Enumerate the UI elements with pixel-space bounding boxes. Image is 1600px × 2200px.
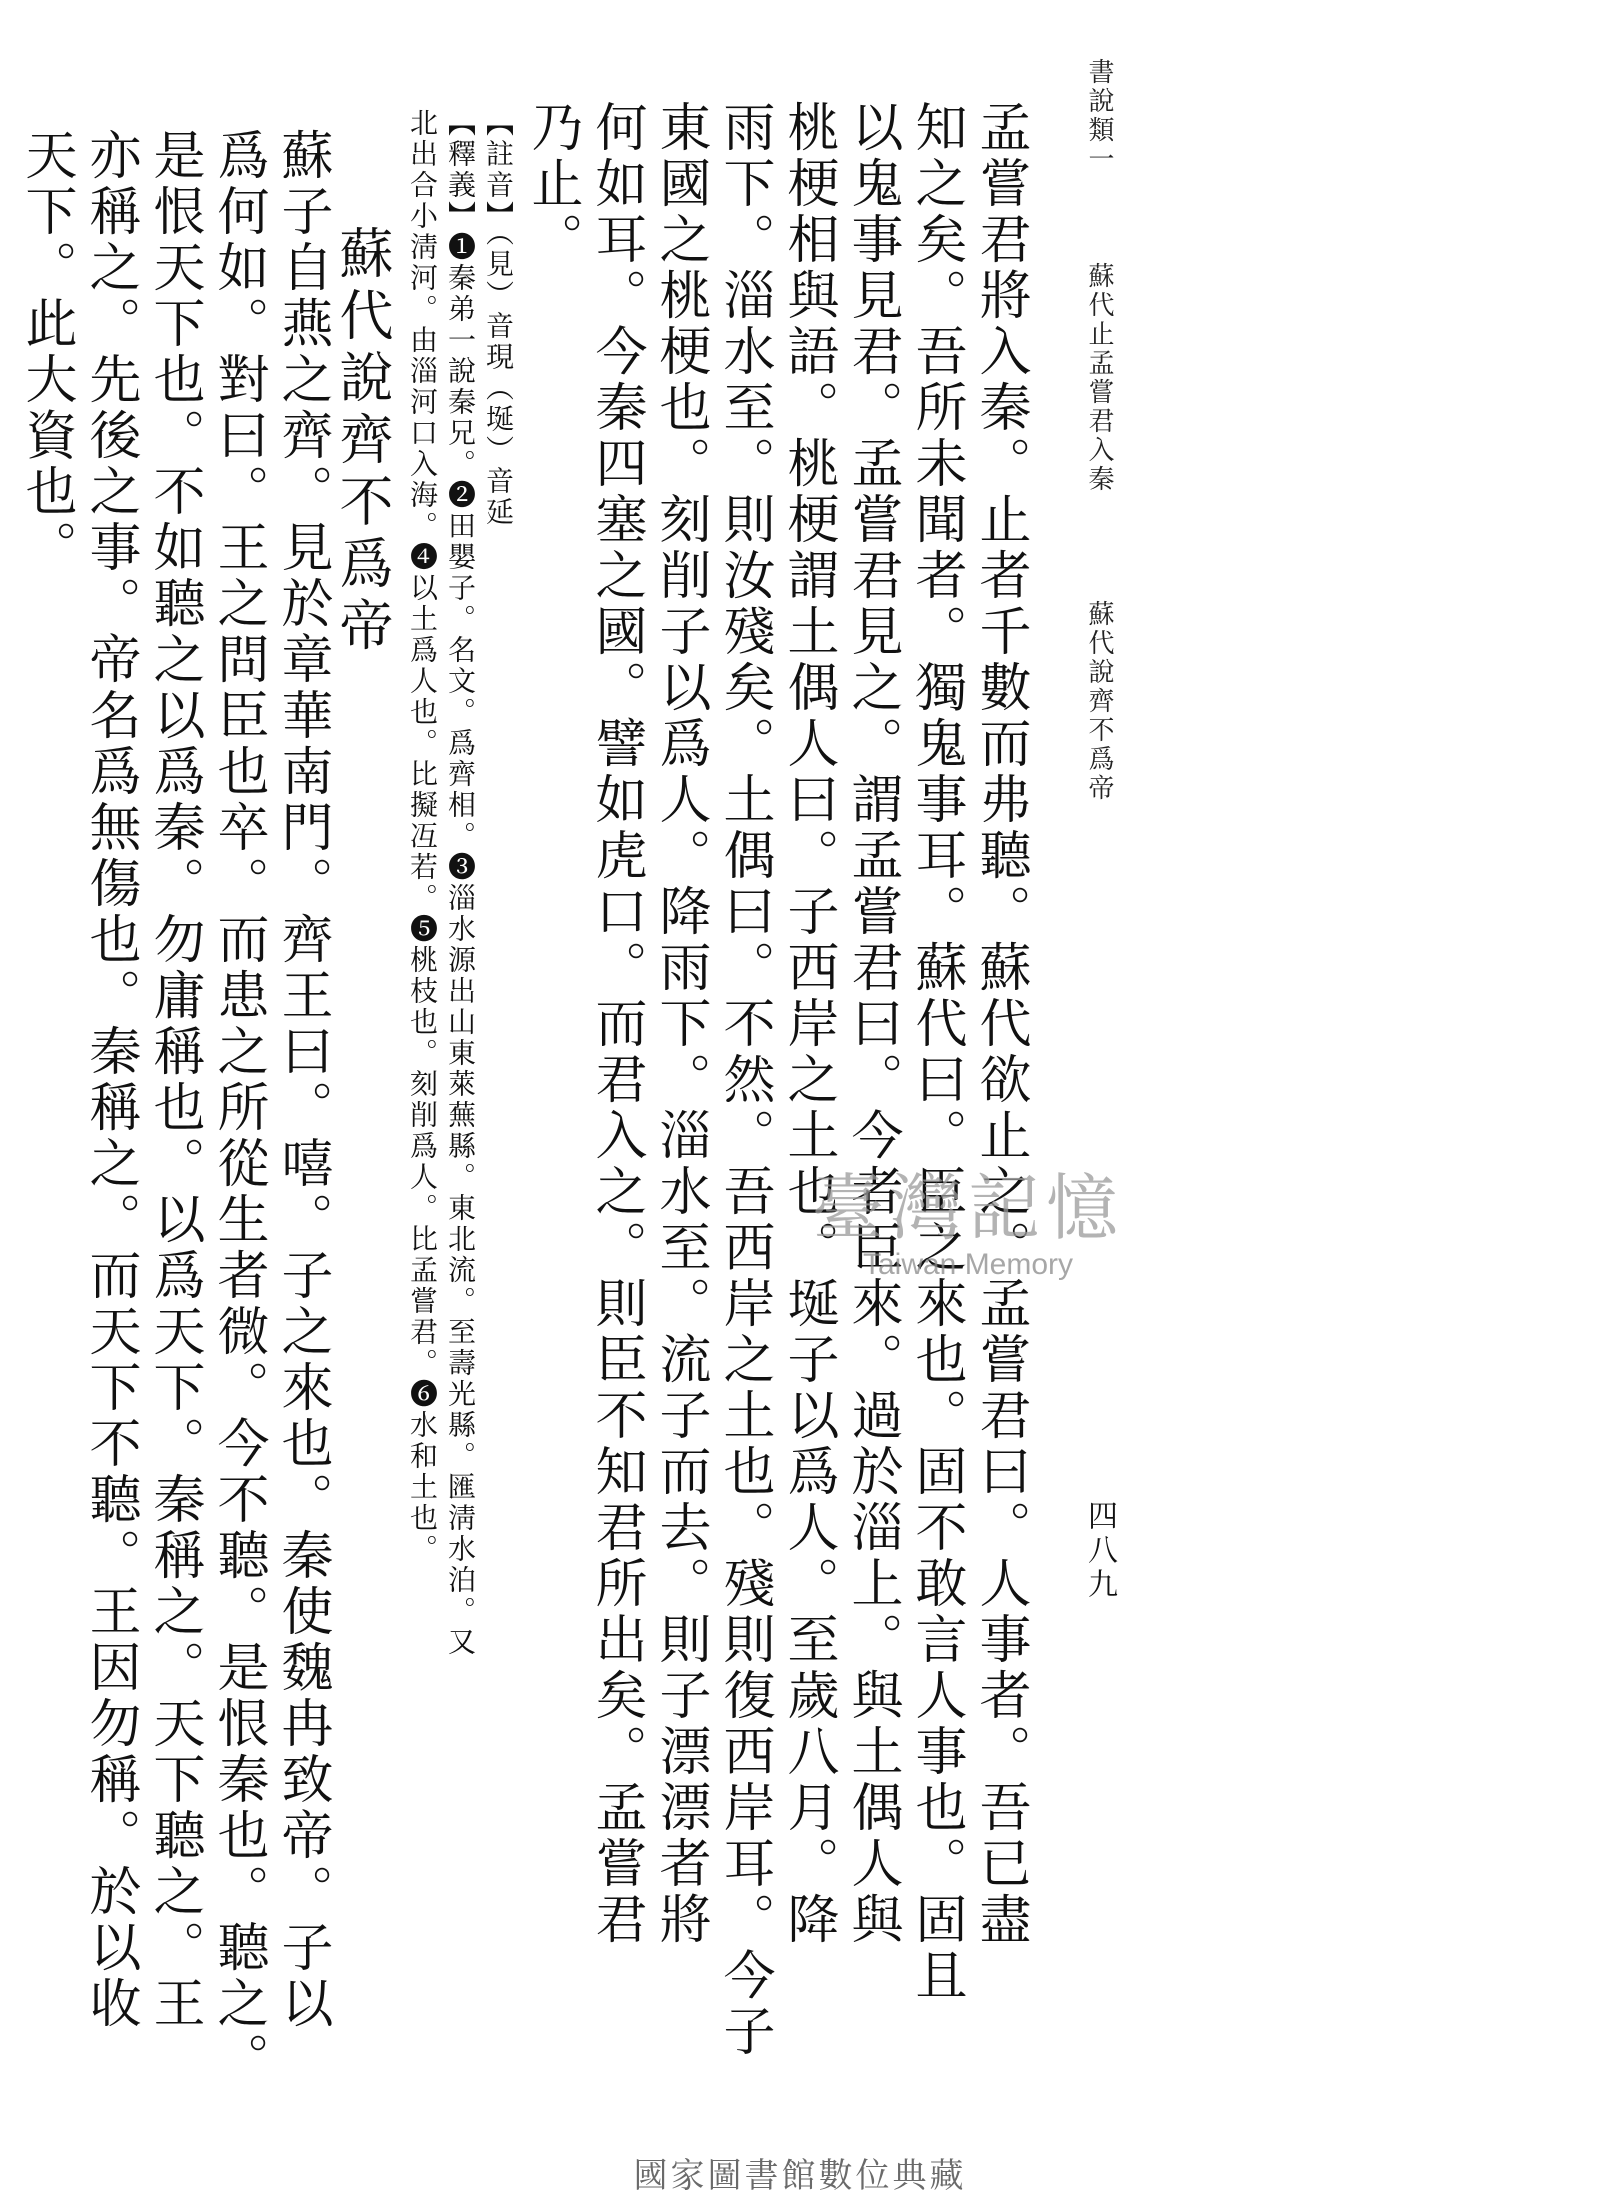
passage2-line-2: 爲何如。對曰。王之問臣也卒。而患之所從生者微。今不聽。是恨秦也。聽之。 <box>208 128 268 2088</box>
page-number: 四八九 <box>1082 1500 1117 1602</box>
notes-zhuyin: 【註音】（見）音現（埏）音延 <box>482 108 515 528</box>
passage2-line-3: 是恨天下也。不如聽之以爲秦。勿庸稱也。以爲天下。秦稱之。天下聽之。王 <box>144 128 204 2032</box>
passage1-line-8: 乃止。 <box>522 100 582 268</box>
notes-shiyi-continued: 北出合小淸河。由淄河口入海。❹以土爲人也。比擬冱若。❺桃枝也。刻削爲人。比孟嘗君。❻水和土也。 <box>406 108 439 1565</box>
watermark-en: Taiwan Memory <box>862 1248 1074 1281</box>
passage2-title: 蘇代說齊不爲帝 <box>331 225 394 659</box>
footer-credit: 國家圖書館數位典藏 <box>633 2156 967 2196</box>
running-header-book-visible: 書說類一 <box>1084 58 1114 174</box>
running-header-section1: 蘇代止孟嘗君入秦 <box>1084 262 1114 494</box>
passage1-line-4: 桃梗相與語。桃梗謂土偶人曰。子西岸之土也。埏子以爲人。至歲八月。降 <box>778 100 838 1948</box>
watermark-cjk: 臺灣記憶 <box>812 1166 1125 1250</box>
passage2-line-5: 天下。此大資也。 <box>16 128 76 576</box>
notes-shiyi: 【釋義】❶秦弟一說秦兄。❷田嬰子。名文。爲齊相。❸淄水源出山東萊蕪縣。東北流。至壽光縣。匯淸水泊。又 <box>444 108 477 1658</box>
passage2-line-4: 亦稱之。先後之事。帝名爲無傷也。秦稱之。而天下不聽。王因勿稱。於以收 <box>80 128 140 2032</box>
taiwan-memory-watermark <box>812 1150 1124 1282</box>
passage1-line-7: 何如耳。今秦四塞之國。譬如虎口。而君入之。則臣不知君所出矣。孟嘗君 <box>586 100 646 1948</box>
passage1-line-6: 東國之桃梗也。刻削子以爲人。降雨下。淄水至。流子而去。則子漂漂者將 <box>650 100 710 1948</box>
passage1-line-5: 雨下。淄水至。則汝殘矣。土偶曰。不然。吾西岸之土也。殘則復西岸耳。今子 <box>714 100 774 2060</box>
passage2-line-1: 蘇子自燕之齊。見於章華南門。齊王曰。嘻。子之來也。秦使魏冉致帝。子以 <box>272 128 332 2032</box>
passage1-line-2: 知之矣。吾所未聞者。獨鬼事耳。蘇代曰。臣之來也。固不敢言人事也。固且 <box>906 100 966 2004</box>
passage1-line-1: 孟嘗君將入秦。止者千數而弗聽。蘇代欲止之。孟嘗君曰。人事者。吾已盡 <box>970 100 1030 1948</box>
passage1-line-3: 以鬼事見君。孟嘗君見之。謂孟嘗君曰。今者臣來。過於淄上。與土偶人與 <box>842 100 902 1948</box>
running-header-section2: 蘇代說齊不爲帝 <box>1084 600 1114 803</box>
